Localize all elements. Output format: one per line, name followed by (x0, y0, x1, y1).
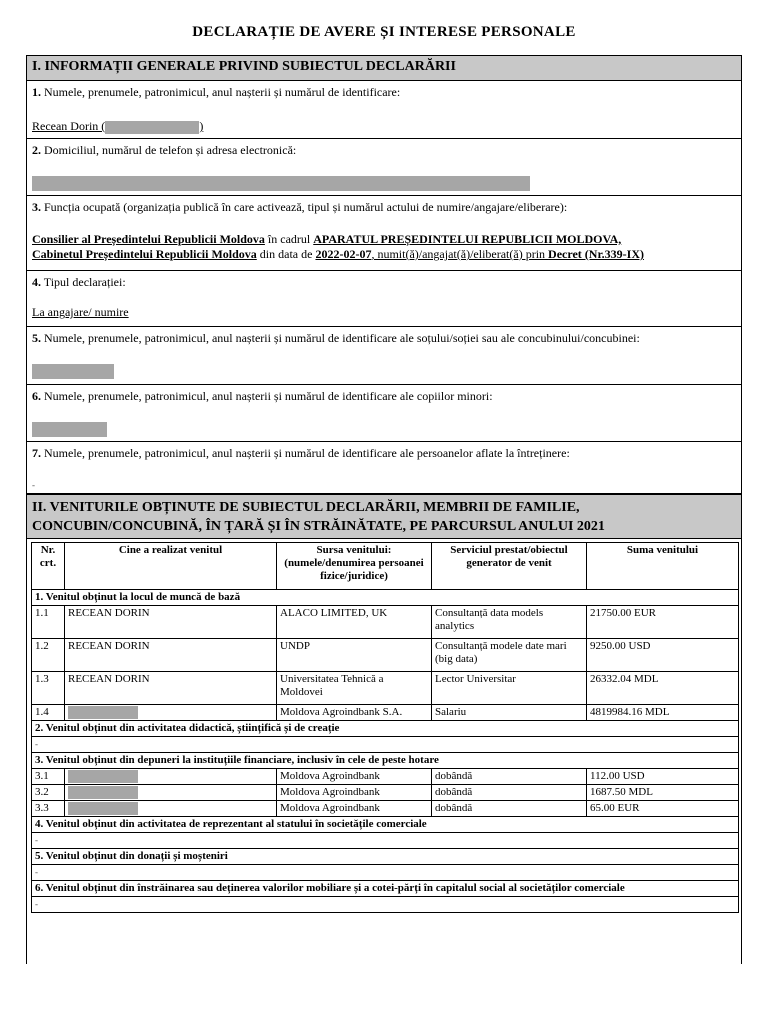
category-row (32, 721, 739, 737)
cell-nr: 1.1 (32, 606, 65, 639)
category-row (32, 753, 739, 769)
numit-text: , numit(ă)/angajat(ă)/eliberat(ă) prin (371, 247, 549, 261)
table-row (32, 606, 739, 639)
section2-heading (27, 495, 741, 539)
appointment-date: 2022-02-07 (315, 247, 372, 261)
category-6: 6. Venitul obținut din înstrăinarea sau deținerea valorilor mobiliare și a cotei-părți în capitalul social al societăților comerciale (32, 881, 739, 897)
income-table-wrap (31, 542, 738, 913)
empty-row (32, 865, 739, 881)
cell-source: Moldova Agroindbank (277, 801, 432, 817)
field1-label: Numele, prenumele, patronimicul, anul nașterii și numărul de identificare: (44, 85, 401, 99)
dependents-value: - (32, 480, 35, 490)
field-dependents (27, 442, 741, 499)
field4-number: 4. (32, 275, 41, 289)
cell-source: Moldova Agroindbank S.A. (277, 705, 432, 721)
din-data-text: din data de (256, 247, 316, 261)
cell-service: Consultanță data models analytics (432, 606, 587, 639)
field1-value (32, 119, 203, 134)
cell-source: Moldova Agroindbank (277, 769, 432, 785)
section2-heading-line1: II. VENITURILE OBȚINUTE DE SUBIECTUL DECLARĂRII, MEMBRII DE FAMILIE, (32, 500, 580, 515)
cell-amount: 65.00 EUR (587, 801, 739, 817)
cell-who (65, 769, 277, 785)
field6-label: Numele, prenumele, patronimicul, anul nașterii și numărul de identificare ale copiilor minori: (44, 389, 493, 403)
field-domicile (27, 139, 741, 196)
field5-label: Numele, prenumele, patronimicul, anul nașterii și numărul de identificare ale soțului/soției sau ale concubinului/concubinei: (44, 331, 640, 345)
empty-value: - (32, 737, 739, 753)
category-1: 1. Venitul obținut la locul de muncă de bază (32, 590, 739, 606)
table-row (32, 801, 739, 817)
field1-value-name: Recean Dorin ( (32, 119, 106, 133)
document-title: DECLARAȚIE DE AVERE ȘI INTERESE PERSONALE (192, 24, 576, 40)
category-row (32, 849, 739, 865)
field6-number: 6. (32, 389, 41, 403)
cell-who: RECEAN DORIN (65, 672, 277, 705)
table-row (32, 639, 739, 672)
table-row (32, 672, 739, 705)
col-source: Sursa venitului: (numele/denumirea persoanei fizice/juridice) (277, 543, 432, 590)
section2-heading-line2: CONCUBIN/CONCUBINĂ, ÎN ȚARĂ ȘI ÎN STRĂINĂTATE, PE PARCURSUL ANULUI 2021 (32, 519, 605, 534)
field-position (27, 196, 741, 271)
category-row (32, 817, 739, 833)
cell-service: Consultanță modele date mari (big data) (432, 639, 587, 672)
field5-number: 5. (32, 331, 41, 345)
cell-nr: 3.1 (32, 769, 65, 785)
category-4: 4. Venitul obținut din activitatea de reprezentant al statului în societățile comerciale (32, 817, 739, 833)
field-name (27, 81, 741, 139)
cell-nr: 3.3 (32, 801, 65, 817)
empty-row (32, 737, 739, 753)
category-row (32, 881, 739, 897)
cell-service: Lector Universitar (432, 672, 587, 705)
empty-value: - (32, 865, 739, 881)
empty-value: - (32, 833, 739, 849)
redacted-spouse (32, 364, 114, 379)
section-general-info (26, 55, 742, 494)
cell-amount: 9250.00 USD (587, 639, 739, 672)
cell-amount: 21750.00 EUR (587, 606, 739, 639)
cabinet-name: Cabinetul Președintelui Republicii Moldova (32, 247, 257, 261)
declaration-type-value: La angajare/ numire (32, 305, 129, 319)
cell-nr: 1.3 (32, 672, 65, 705)
cell-who: RECEAN DORIN (65, 639, 277, 672)
appointment-act: Decret (Nr.339-IX) (548, 247, 644, 261)
field1-number: 1. (32, 85, 41, 99)
empty-row (32, 897, 739, 913)
position-title: Consilier al Președintelui Republicii Moldova (32, 232, 265, 246)
redacted-idnp (105, 121, 199, 134)
redacted-name (68, 770, 138, 783)
organization-name: APARATUL PREȘEDINTELUI REPUBLICII MOLDOVA, (313, 232, 622, 246)
col-who: Cine a realizat venitul (65, 543, 277, 590)
col-amount: Suma venitului (587, 543, 739, 590)
category-5: 5. Venitul obținut din donații și moșteniri (32, 849, 739, 865)
field4-label: Tipul declarației: (43, 275, 126, 289)
cell-who (65, 785, 277, 801)
cell-who: RECEAN DORIN (65, 606, 277, 639)
cell-nr: 1.2 (32, 639, 65, 672)
category-3: 3. Venitul obținut din depuneri la instituțiile financiare, inclusiv în cele de peste hotare (32, 753, 739, 769)
redacted-address (32, 176, 530, 191)
cell-amount: 1687.50 MDL (587, 785, 739, 801)
cell-who (65, 705, 277, 721)
field-children (27, 385, 741, 442)
field3-label: Funcția ocupată (organizația publică în care activează, tipul și numărul actului de numire/angajare/eliberare): (44, 200, 568, 214)
field-declaration-type (27, 271, 741, 327)
cell-amount: 112.00 USD (587, 769, 739, 785)
field2-number: 2. (32, 143, 41, 157)
category-2: 2. Venitul obținut din activitatea didactică, științifică și de creație (32, 721, 739, 737)
redacted-name (68, 706, 138, 719)
section1-heading: I. INFORMAȚII GENERALE PRIVIND SUBIECTUL DECLARĂRII (27, 56, 741, 81)
empty-row (32, 833, 739, 849)
income-table (31, 542, 739, 913)
field1-value-close: ) (199, 119, 204, 133)
col-nr: Nr. crt. (32, 543, 65, 590)
table-row (32, 769, 739, 785)
cell-source: ALACO LIMITED, UK (277, 606, 432, 639)
cell-amount: 26332.04 MDL (587, 672, 739, 705)
cell-source: Moldova Agroindbank (277, 785, 432, 801)
field3-number: 3. (32, 200, 41, 214)
cell-service: dobândă (432, 801, 587, 817)
cell-service: dobândă (432, 785, 587, 801)
cell-source: Universitatea Tehnică a Moldovei (277, 672, 432, 705)
field7-label: Numele, prenumele, patronimicul, anul nașterii și numărul de identificare ale persoanelor aflate la întreținere: (44, 446, 570, 460)
empty-value: - (32, 897, 739, 913)
table-row (32, 785, 739, 801)
col-service: Serviciul prestat/obiectul generator de venit (432, 543, 587, 590)
field2-label: Domiciliul, numărul de telefon și adresa electronică: (44, 143, 297, 157)
table-row (32, 705, 739, 721)
cell-nr: 3.2 (32, 785, 65, 801)
redacted-name (68, 786, 138, 799)
field-spouse (27, 327, 741, 385)
cell-who (65, 801, 277, 817)
cell-source: UNDP (277, 639, 432, 672)
in-cadrul-text: în cadrul (264, 232, 314, 246)
redacted-name (68, 802, 138, 815)
cell-service: dobândă (432, 769, 587, 785)
redacted-children (32, 422, 107, 437)
table-header-row (32, 543, 739, 590)
cell-nr: 1.4 (32, 705, 65, 721)
field7-number: 7. (32, 446, 41, 460)
cell-service: Salariu (432, 705, 587, 721)
category-row (32, 590, 739, 606)
cell-amount: 4819984.16 MDL (587, 705, 739, 721)
